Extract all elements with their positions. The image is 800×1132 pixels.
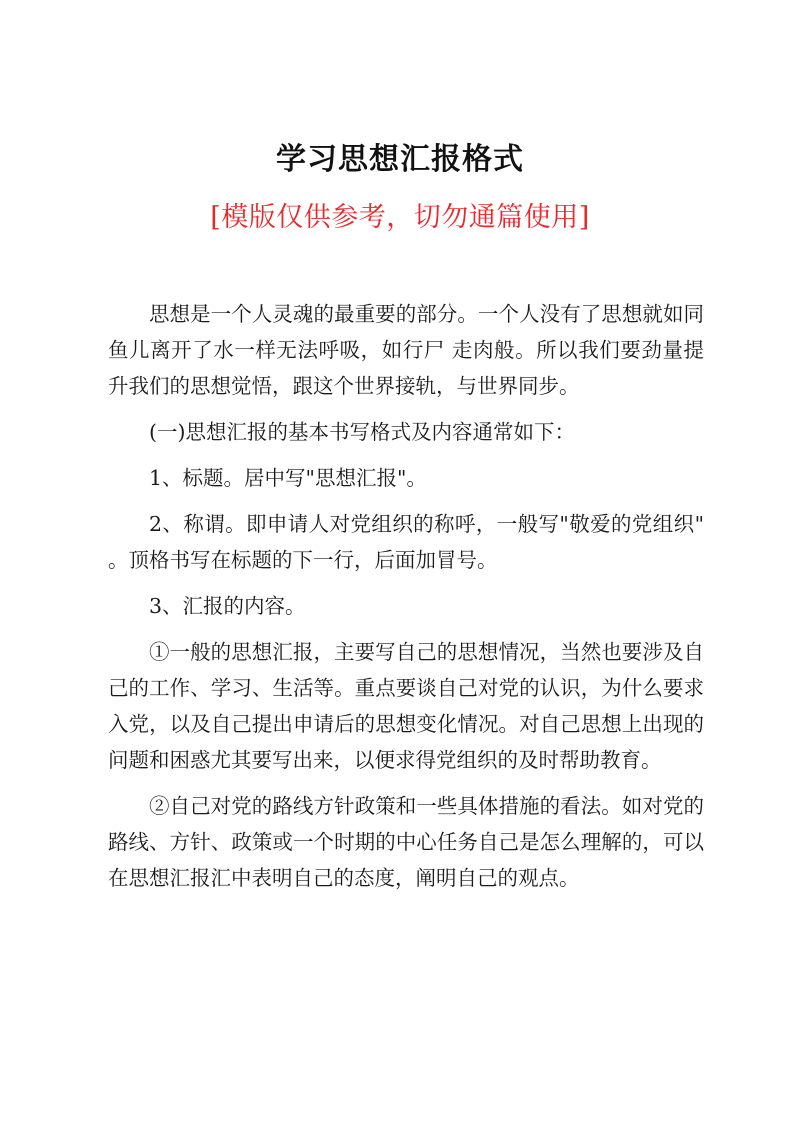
paragraph-item-content: 3、汇报的内容。 [149,594,306,618]
document-title: 学习思想汇报格式 [276,142,524,177]
document-subtitle: [模版仅供参考，切勿通篇使用] [210,202,590,233]
paragraph-intro: 思想是一个人灵魂的最重要的部分。一个人没有了思想就如同鱼儿离开了水一样无法呼吸，如行尸 走肉般。所以我们要劲量提升我们的思想觉悟，跟这个世界接轨，与世界同步。 [108,302,704,398]
paragraph-content-point-1: ①一般的思想汇报，主要写自己的思想情况，当然也要涉及自己的工作、学习、生活等。重点要谈自己对党的认识，为什么要求入党，以及自己提出申请后的思想变化情况。对自己思想上出现的问题和困惑尤其要写出来，以便求得党组织的及时帮助教育。 [108,640,704,772]
paragraph-item-title: 1、标题。居中写"思想汇报"。 [149,466,427,490]
paragraph-content-point-2: ②自己对党的路线方针政策和一些具体措施的看法。如对党的路线、方针、政策或一个时期的中心任务自己是怎么理解的，可以在思想汇报汇中表明自己的态度，阐明自己的观点。 [108,794,704,890]
document-body [108,296,704,906]
paragraph-item-salutation: 2、称谓。即申请人对党组织的称呼，一般写"敬爱的党组织"。顶格书写在标题的下一行，后面加冒号。 [108,512,704,572]
paragraph-format-heading: (一)思想汇报的基本书写格式及内容通常如下： [149,420,575,444]
